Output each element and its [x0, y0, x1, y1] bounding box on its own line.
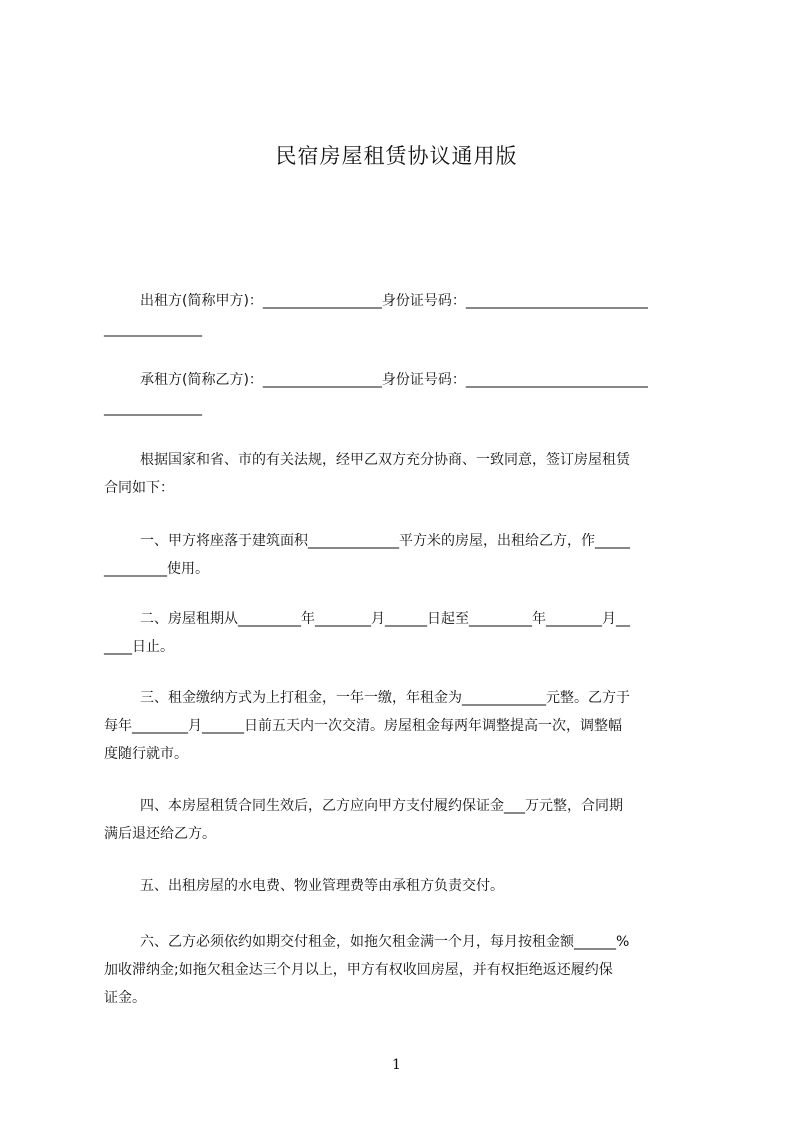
- text-line: 度随行就市。: [104, 746, 188, 762]
- text-line: ____日止。: [104, 639, 174, 655]
- text-line: _________使用。: [104, 561, 209, 577]
- text-line: 四、本房屋租赁合同生效后，乙方应向甲方支付履约保证金___万元整，合同期: [140, 798, 623, 814]
- text-line: 根据国家和省、市的有关法规，经甲乙双方充分协商、一致同意，签订房屋租赁: [140, 452, 630, 468]
- text-line: 证金。: [104, 990, 146, 1006]
- text-line: 每年________月______日前五天内一次交清。房屋租金每两年调整提高一次，调整幅: [104, 718, 622, 734]
- text-line: 合同如下：: [104, 480, 174, 496]
- clause-1: [104, 527, 704, 583]
- text-line: 六、乙方必须依约如期交付租金，如拖欠租金满一个月，每月按租金额______%: [140, 934, 630, 950]
- text-line: ______________: [104, 321, 202, 337]
- page-title: 民宿房屋租赁协议通用版: [275, 144, 518, 168]
- text-line: 一、甲方将座落于建筑面积_____________平方米的房屋，出租给乙方，作_____: [140, 533, 630, 549]
- clause-3: [104, 684, 704, 768]
- paragraph-lessor: [104, 287, 704, 343]
- clause-4: [104, 792, 704, 848]
- clause-5: [104, 872, 704, 900]
- clause-6: [104, 928, 704, 1012]
- text-line: 满后退还给乙方。: [104, 826, 216, 842]
- paragraph-preamble: [104, 446, 704, 502]
- text-line: 三、租金缴纳方式为上打租金，一年一缴，年租金为____________元整。乙方于: [140, 690, 630, 706]
- text-line: 承租方(简称乙方)：_________________身份证号码：__________________________: [140, 372, 648, 388]
- text-line: ______________: [104, 400, 202, 416]
- clause-2: [104, 605, 704, 661]
- text-line: 出租方(简称甲方)：_________________身份证号码：__________________________: [140, 293, 648, 309]
- page-number: 1: [392, 1057, 401, 1073]
- text-line: 加收滞纳金;如拖欠租金达三个月以上，甲方有权收回房屋，并有权拒绝返还履约保: [104, 962, 613, 978]
- text-line: 二、房屋租期从_________年________月______日起至_________年________月__: [140, 611, 630, 627]
- text-line: 五、出租房屋的水电费、物业管理费等由承租方负责交付。: [140, 878, 504, 894]
- paragraph-lessee: [104, 366, 704, 422]
